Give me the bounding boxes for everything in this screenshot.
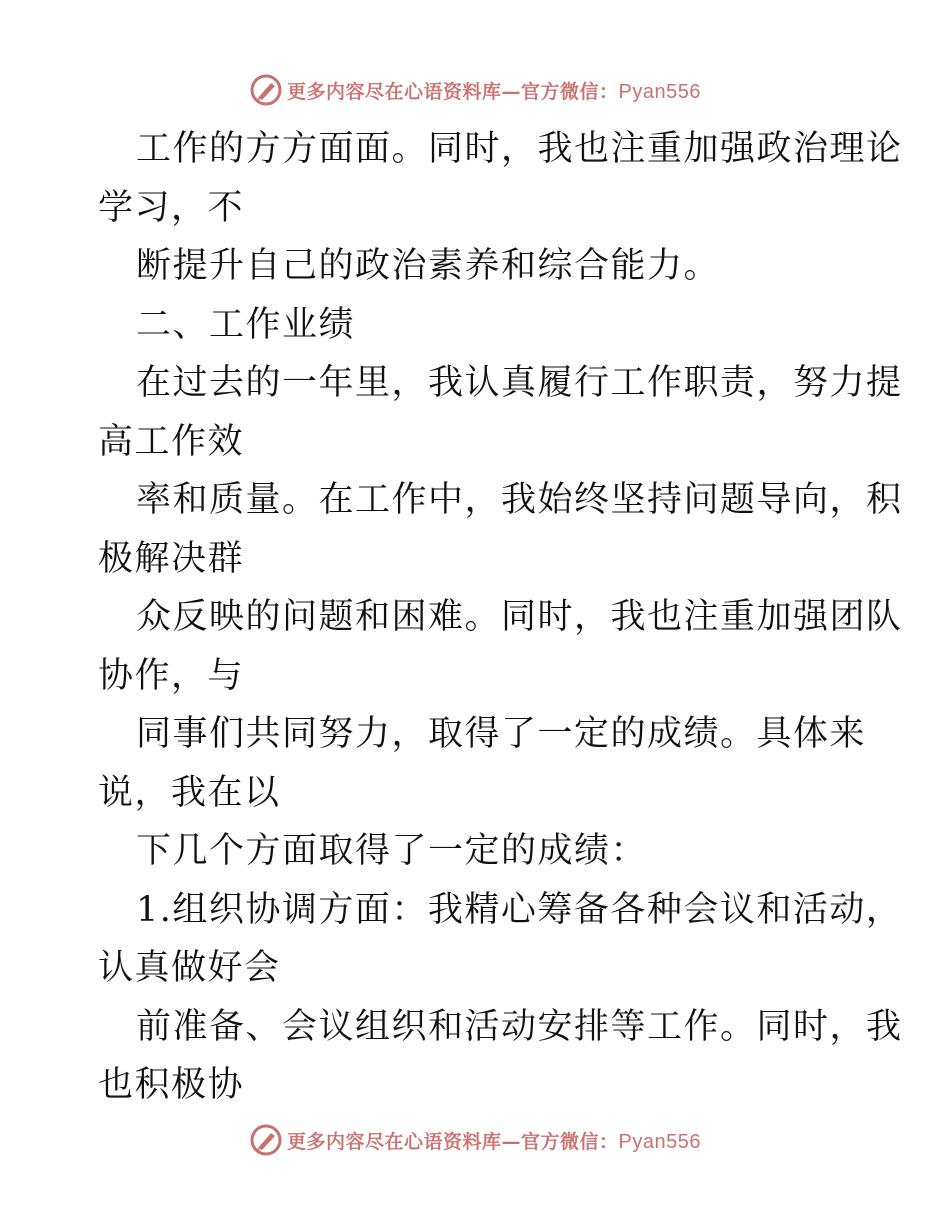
watermark-id: Pyan556 xyxy=(618,80,701,103)
text-line: 1.组织协调方面：我精心筹备各种会议和活动， xyxy=(136,889,903,930)
text-line: 率和质量。在工作中，我始终坚持问题导向，积 xyxy=(136,480,903,520)
text-line: 高工作效 xyxy=(98,421,245,462)
document-body xyxy=(98,120,903,1115)
watermark-id: Pyan556 xyxy=(618,1130,701,1153)
text-line: 工作的方方面面。同时，我也注重加强政治理论 xyxy=(136,129,903,169)
text-line: 下几个方面取得了一定的成绩： xyxy=(136,831,648,871)
text-line: 众反映的问题和困难。同时，我也注重加强团队 xyxy=(136,597,903,637)
pen-logo-icon xyxy=(249,73,283,107)
text-line: 认真做好会 xyxy=(98,948,281,988)
text-line: 协作，与 xyxy=(98,655,245,696)
text-line: 极解决群 xyxy=(98,538,245,579)
watermark-text: 更多内容尽在心语资料库—官方微信：Pyan556 xyxy=(287,80,701,103)
text-line: 学习，不 xyxy=(98,187,245,228)
text-line: 也积极协 xyxy=(98,1065,245,1105)
pen-logo-icon xyxy=(249,1123,283,1157)
footer-watermark xyxy=(0,1120,950,1160)
text-line: 同事们共同努力，取得了一定的成绩。具体来 xyxy=(136,714,867,754)
text-line: 在过去的一年里，我认真履行工作职责，努力提 xyxy=(136,363,903,403)
text-line: 二、工作业绩 xyxy=(136,304,356,345)
watermark-text: 更多内容尽在心语资料库—官方微信：Pyan556 xyxy=(287,1130,701,1153)
header-watermark xyxy=(0,70,950,110)
text-line: 前准备、会议组织和活动安排等工作。同时，我 xyxy=(136,1006,903,1047)
text-line: 断提升自己的政治素养和综合能力。 xyxy=(136,246,721,286)
text-line: 说，我在以 xyxy=(98,772,281,813)
